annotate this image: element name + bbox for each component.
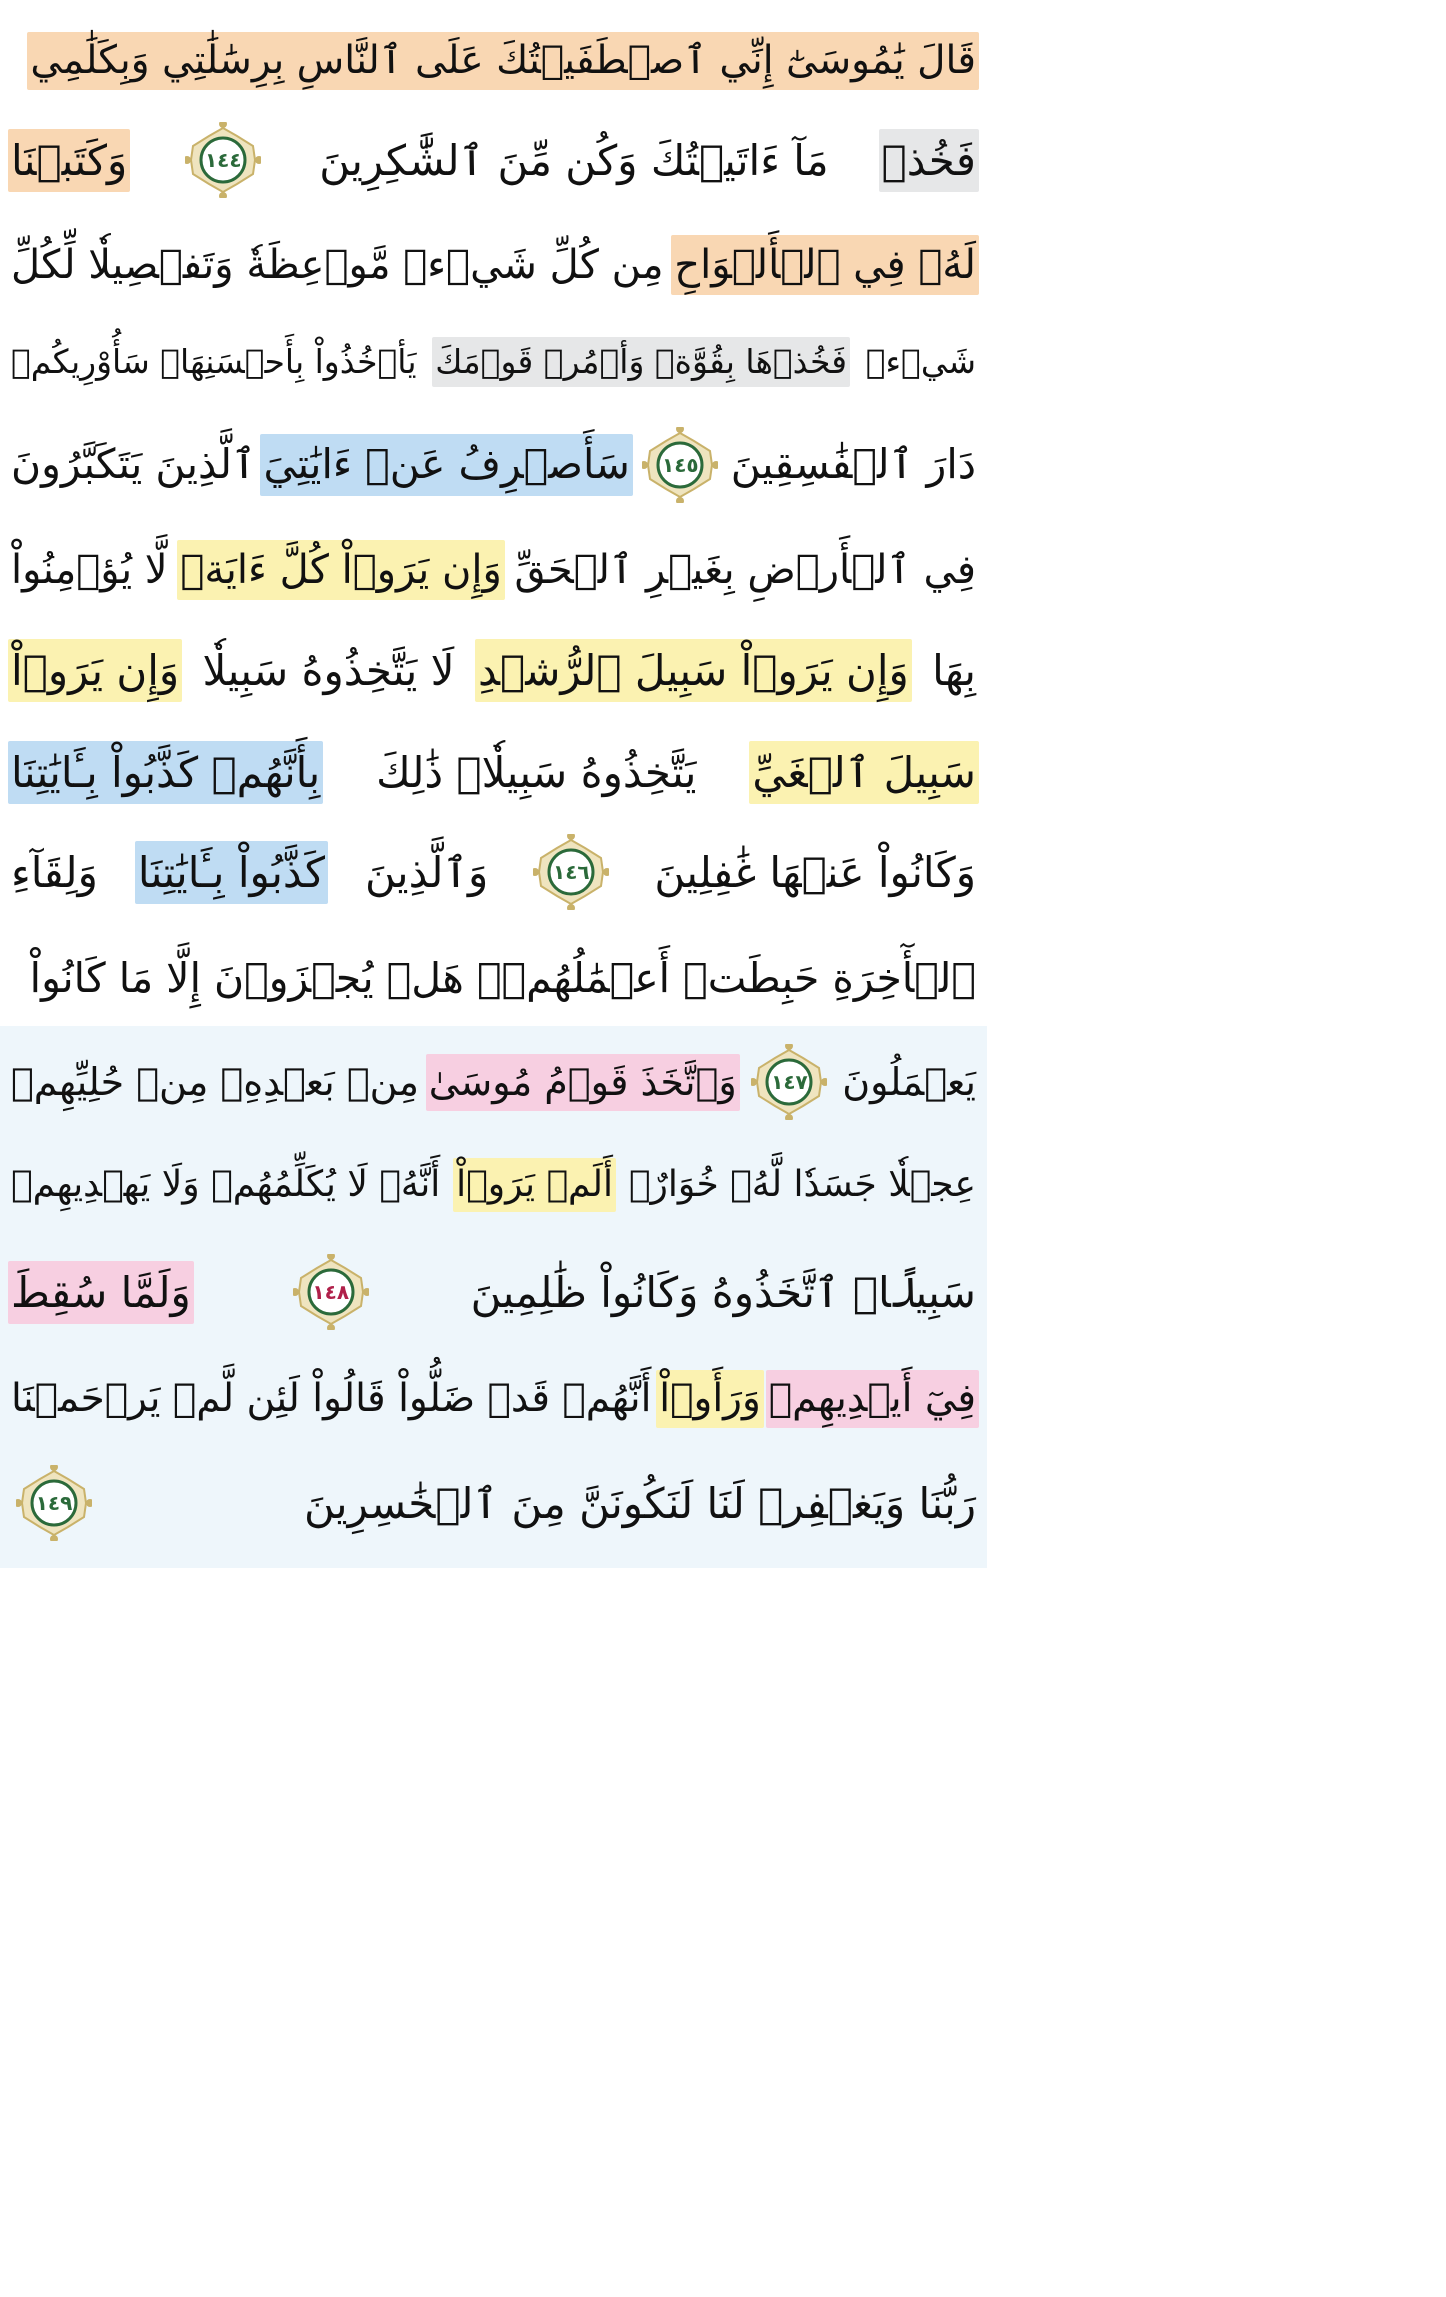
verse-text: يَأۡخُذُواْ بِأَحۡسَنِهَاۚ سَأُوْرِيكُمۡ bbox=[11, 342, 417, 382]
quran-line bbox=[8, 725, 979, 819]
quran-line bbox=[8, 315, 979, 409]
quran-line bbox=[8, 418, 979, 512]
verse-text: مِن كُلِّ شَيۡءٖ مَّوۡعِظَةٗ وَتَفۡصِيلٗا لِّكُلِّ bbox=[11, 242, 664, 288]
highlighted-phrase: وَلَمَّا سُقِطَ bbox=[8, 1261, 194, 1324]
ayah-end-marker bbox=[185, 122, 261, 198]
highlighted-phrase: بِأَنَّهُمۡ كَذَّبُواْ بِـَٔايَٰتِنَا bbox=[8, 741, 323, 804]
mushaf-page bbox=[0, 0, 987, 1568]
quran-line bbox=[8, 218, 979, 312]
ayah-number: ١٤٥ bbox=[661, 453, 699, 477]
highlighted-phrase: وَإِن يَرَوۡاْ bbox=[8, 639, 182, 702]
quran-line bbox=[8, 113, 979, 207]
verse-text: مَآ ءَاتَيۡتُكَ وَكُن مِّنَ ٱلشَّٰكِرِينَ bbox=[319, 135, 829, 185]
quran-line bbox=[8, 1352, 979, 1446]
highlighted-phrase: وَإِن يَرَوۡاْ سَبِيلَ ٱلرُّشۡدِ bbox=[475, 639, 912, 702]
highlighted-phrase: سَأَصۡرِفُ عَنۡ ءَايَٰتِيَ bbox=[260, 434, 632, 496]
highlighted-phrase: وَٱتَّخَذَ قَوۡمُ مُوسَىٰ bbox=[426, 1054, 740, 1111]
ayah-end-marker bbox=[533, 834, 609, 910]
quran-line bbox=[8, 825, 979, 919]
verse-text: لَا يَتَّخِذُوهُ سَبِيلٗا bbox=[202, 645, 455, 695]
verse-text: أَنَّهُمۡ قَدۡ ضَلُّواْ قَالُواْ لَئِن لَّمۡ يَرۡحَمۡنَا bbox=[11, 1375, 652, 1421]
highlighted-phrase: فَخُذۡهَا بِقُوَّةٖ وَأۡمُرۡ قَوۡمَكَ bbox=[432, 337, 850, 387]
verse-text: شَيۡءٖ bbox=[865, 342, 976, 382]
quran-line bbox=[8, 1138, 979, 1232]
highlighted-phrase: لَهُۥ فِي ٱلۡأَلۡوَاحِ bbox=[671, 235, 979, 295]
verse-text: وَٱلَّذِينَ bbox=[364, 847, 489, 897]
ayah-number: ١٤٩ bbox=[35, 1491, 73, 1515]
highlighted-phrase: وَرَأَوۡاْ bbox=[656, 1370, 764, 1429]
highlighted-phrase: وَإِن يَرَوۡاْ كُلَّ ءَايَةٖ bbox=[177, 540, 504, 600]
highlighted-phrase: أَلَمۡ يَرَوۡاْ bbox=[453, 1158, 616, 1212]
highlighted-phrase: وَكَتَبۡنَا bbox=[8, 129, 130, 192]
verse-text: عِجۡلٗا جَسَدٗا لَّهُۥ خُوَارٌۚ bbox=[628, 1164, 976, 1205]
verse-text: رَبُّنَا وَيَغۡفِرۡ لَنَا لَنَكُونَنَّ مِنَ ٱلۡخَٰسِرِينَ bbox=[303, 1478, 976, 1528]
verse-text: بِهَا bbox=[932, 645, 976, 695]
quran-line bbox=[8, 14, 979, 108]
verse-text: سَبِيلًاۘ ٱتَّخَذُوهُ وَكَانُواْ ظَٰلِمِينَ bbox=[470, 1267, 976, 1317]
ayah-number: ١٤٤ bbox=[204, 148, 242, 172]
verse-text: وَكَانُواْ عَنۡهَا غَٰفِلِينَ bbox=[654, 847, 976, 897]
quran-line bbox=[8, 932, 979, 1026]
verse-text: ٱلَّذِينَ يَتَكَبَّرُونَ bbox=[11, 440, 257, 489]
quran-line bbox=[8, 623, 979, 717]
highlighted-phrase: كَذَّبُواْ بِـَٔايَٰتِنَا bbox=[135, 841, 328, 904]
highlighted-phrase: فَخُذۡ bbox=[879, 129, 979, 192]
verse-text: دَارَ ٱلۡفَٰسِقِينَ bbox=[730, 440, 976, 489]
verse-text: يَعۡمَلُونَ bbox=[842, 1059, 976, 1104]
quran-line bbox=[8, 1245, 979, 1339]
verse-text: فِي ٱلۡأَرۡضِ بِغَيۡرِ ٱلۡحَقِّ bbox=[514, 547, 976, 593]
verse-text: وَلِقَآءِ bbox=[11, 847, 98, 897]
ayah-end-marker bbox=[293, 1254, 369, 1330]
verse-text: ٱلۡأٓخِرَةِ حَبِطَتۡ أَعۡمَٰلُهُمۡۚ هَلۡ يُجۡزَوۡنَ إِلَّا مَا كَانُواْ bbox=[29, 954, 976, 1003]
quran-line bbox=[8, 523, 979, 617]
ayah-number: ١٤٦ bbox=[553, 860, 590, 884]
highlighted-phrase: فِيٓ أَيۡدِيهِمۡ bbox=[766, 1370, 979, 1429]
highlighted-phrase: قَالَ يَٰمُوسَىٰٓ إِنِّي ٱصۡطَفَيۡتُكَ عَلَى ٱلنَّاسِ بِرِسَٰلَٰتِي وَبِكَلَٰمِي bbox=[27, 32, 979, 91]
ayah-end-marker bbox=[751, 1044, 827, 1120]
verse-text: لَّا يُؤۡمِنُواْ bbox=[11, 547, 168, 593]
quran-line bbox=[8, 1456, 979, 1550]
ayah-number: ١٤٧ bbox=[771, 1070, 808, 1094]
quran-line bbox=[8, 1035, 979, 1129]
highlighted-phrase: سَبِيلَ ٱلۡغَيِّ bbox=[749, 741, 979, 804]
ayah-number: ١٤٨ bbox=[312, 1280, 350, 1304]
ayah-end-marker bbox=[642, 427, 718, 503]
verse-text: مِنۢ بَعۡدِهِۦ مِنۡ حُلِيِّهِمۡ bbox=[11, 1059, 419, 1104]
verse-text: أَنَّهُۥ لَا يُكَلِّمُهُمۡ وَلَا يَهۡدِيهِمۡ bbox=[11, 1164, 441, 1205]
verse-text: يَتَّخِذُوهُ سَبِيلٗاۚ ذَٰلِكَ bbox=[376, 747, 697, 797]
ayah-end-marker bbox=[16, 1465, 92, 1541]
